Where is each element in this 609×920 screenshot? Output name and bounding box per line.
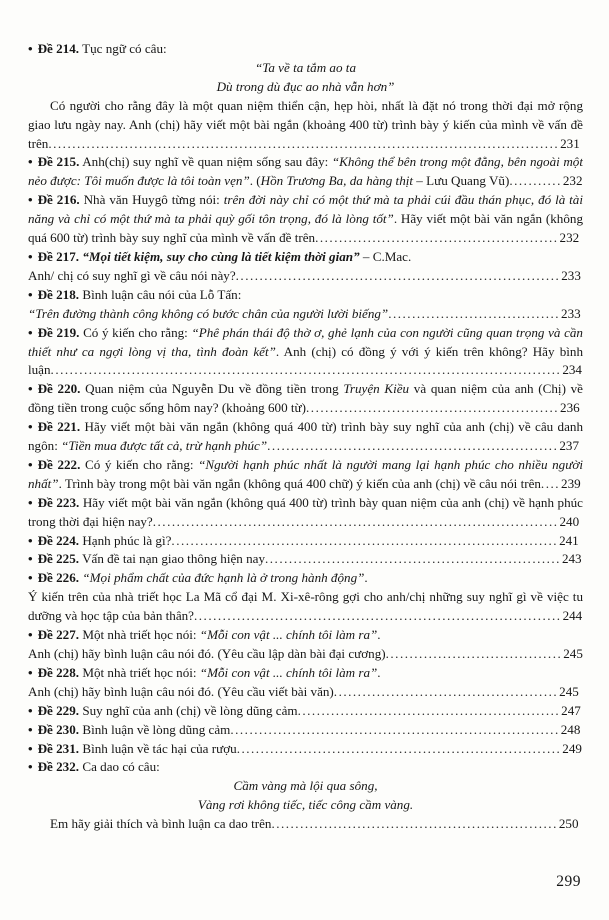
entry-text: Dù trong dù đục ao nhà vẫn hơn”: [216, 78, 395, 94]
toc-entry: [28, 324, 583, 381]
entry-text: Có người cho rằng đây là một quan niệm thiển cận, hẹp hòi, nhất là đặt nó trong thời đại mở rộng giao lưu ngày nay. Anh (chị) hãy viết một bài ngắn (khoảng 400 từ) trình bày ý kiến của mình về vấn đề trên: [28, 97, 583, 151]
dot-leader: ............................................................: [271, 816, 558, 832]
page-ref: 237: [559, 438, 579, 454]
toc-entry: [28, 418, 583, 456]
toc-entry: [28, 626, 583, 645]
entry-text: “Mỗi con vật ... chính tôi làm ra”: [199, 664, 378, 680]
toc-entry: [28, 248, 583, 267]
bullet-icon: •: [28, 702, 33, 718]
page-ref: 231: [560, 135, 580, 151]
entry-text: Truyện Kiều: [343, 381, 410, 397]
bullet-icon: •: [28, 324, 33, 340]
toc-entry: [28, 40, 583, 59]
page-ref: 240: [559, 513, 580, 529]
entry-label: Đề 228.: [37, 664, 80, 680]
bullet-icon: •: [28, 551, 33, 567]
page-ref: 234: [562, 362, 582, 378]
page-ref: 232: [559, 230, 580, 246]
entry-text: . Anh (chị) có đồng ý với ý kiến trên không? Hãy bình luận: [28, 343, 583, 378]
entry-text: – C.Mac.: [359, 248, 412, 264]
entry-text: Một nhà triết học nói:: [79, 627, 200, 643]
page-ref: 250: [558, 816, 579, 832]
dot-leader: ....................................: [388, 305, 561, 321]
toc-entry: [28, 78, 583, 97]
entry-label: Đề 216.: [37, 192, 80, 208]
page-ref: 248: [560, 721, 581, 737]
entry-text: . (: [249, 173, 261, 189]
toc-entry: [28, 97, 583, 154]
entry-text: “Phê phán thái độ thờ ơ, ghẻ lạnh của con người cũng quan trọng và cần thiết như ca ngợi lòng vị tha, tình đoàn kết”: [28, 324, 583, 359]
entry-text: Bình luận về tác hại của rượu: [79, 740, 237, 756]
dot-leader: ..............................................................: [265, 551, 561, 567]
toc-entry: [28, 777, 583, 796]
page-ref: 247: [561, 702, 581, 718]
bullet-icon: •: [28, 286, 33, 302]
entry-text: – Lưu Quang Vũ): [413, 173, 510, 189]
toc-entry: [28, 153, 583, 191]
entry-label: Đề 214.: [37, 41, 80, 56]
bullet-icon: •: [28, 664, 33, 680]
entry-text: Anh/ chị có suy nghĩ gì về câu nói này?: [28, 267, 236, 283]
entry-text: Anh (chị) hãy bình luận câu nói đó. (Yêu cầu lập dàn bài đại cương): [28, 646, 386, 661]
entry-label: Đề 232.: [37, 759, 80, 775]
page-ref: 249: [562, 740, 582, 756]
entry-label: Đề 218.: [37, 286, 80, 302]
entry-text: “Ta về ta tắm ao ta: [254, 59, 356, 75]
entry-text: .: [377, 627, 381, 643]
entry-text: Ca dao có câu:: [79, 759, 160, 775]
dot-leader: ...........: [509, 173, 562, 189]
entry-text: Anh(chị) suy nghĩ về quan niệm sống sau đây:: [79, 154, 332, 170]
entry-text: Anh (chị) hãy bình luận câu nói đó. (Yêu cầu viết bài văn): [28, 683, 334, 699]
entry-label: Đề 215.: [37, 154, 80, 170]
page-number: 299: [556, 873, 581, 891]
entry-text: .: [377, 664, 381, 680]
toc-entry: [28, 702, 583, 721]
dot-leader: ....: [540, 475, 561, 491]
page-ref: 233: [561, 267, 581, 283]
toc-entry: [28, 305, 583, 324]
bullet-icon: •: [28, 381, 33, 397]
bullet-icon: •: [28, 154, 33, 170]
toc-list: [28, 40, 583, 834]
dot-leader: .....................................................................................: [152, 513, 559, 529]
dot-leader: .....................................................................: [230, 721, 560, 737]
entry-text: Bình luận câu nói của Lỗ Tấn:: [79, 286, 242, 302]
toc-entry: [28, 645, 583, 664]
page-ref: 232: [562, 173, 583, 189]
toc-entry: [28, 796, 583, 815]
entry-label: Đề 223.: [37, 494, 80, 510]
entry-text: Ý kiến trên của nhà triết học La Mã cổ đại M. Xi-xê-rông gợi cho anh/chị những suy nghĩ gì về việc tu dưỡng và học tập của bản thân?: [28, 589, 583, 624]
page-ref: 245: [559, 683, 579, 699]
bullet-icon: •: [28, 721, 33, 737]
bullet-icon: •: [28, 627, 33, 643]
entry-text: Nhà văn Huygô từng nói:: [79, 192, 224, 208]
entry-text: và quan niệm của anh (Chị) về đồng tiền trong cuộc sống hôm nay? (khoảng 600 từ): [28, 381, 583, 416]
toc-entry: [28, 494, 583, 532]
entry-text: “Mỗi con vật ... chính tôi làm ra”: [199, 627, 378, 643]
dot-leader: .......................................................: [297, 702, 561, 718]
entry-text: Tục ngữ có câu:: [79, 41, 167, 56]
entry-label: Đề 224.: [37, 532, 80, 548]
entry-text: Hãy viết một bài văn ngắn (không quá 400 từ) trình bày suy nghĩ của anh (chị) về câu danh ngôn:: [28, 419, 583, 454]
toc-entry: [28, 815, 583, 834]
toc-entry: [28, 550, 583, 569]
entry-text: Hồn Trương Ba, da hàng thịt: [260, 173, 414, 189]
entry-label: Đề 227.: [37, 627, 80, 643]
bullet-icon: •: [28, 570, 33, 586]
entry-text: Có ý kiến cho rằng:: [79, 324, 192, 340]
entry-label: Đề 220.: [37, 381, 81, 397]
dot-leader: .................................................................................: [171, 532, 559, 548]
bullet-icon: •: [28, 494, 33, 510]
entry-label: Đề 219.: [37, 324, 80, 340]
page-ref: 236: [560, 400, 580, 416]
entry-text: Vấn đề tai nạn giao thông hiện nay: [79, 551, 265, 567]
entry-text: Một nhà triết học nói:: [79, 664, 200, 680]
dot-leader: ...........................................................................................................: [48, 135, 560, 151]
entry-text: “Mọi phẩm chất của đức hạnh là ở trong hành động”: [82, 570, 365, 586]
page-ref: 239: [561, 475, 581, 491]
bullet-icon: •: [28, 456, 33, 472]
toc-entry: [28, 59, 583, 78]
entry-label: Đề 231.: [37, 740, 80, 756]
bullet-icon: •: [28, 419, 33, 435]
toc-entry: [28, 380, 583, 418]
entry-text: . Hãy viết một bài văn ngắn (không quá 600 từ) trình bày suy nghĩ của mình về vấn đề trên: [28, 211, 583, 246]
entry-label: Đề 230.: [37, 721, 80, 737]
page-ref: 243: [561, 551, 582, 567]
entry-text: trên đời này chỉ có một thứ mà ta phải cúi đầu thán phục, đó là tài năng và chỉ có một thứ mà ta phải quỳ gối tôn trọng, đó là lòng tốt”: [28, 192, 583, 227]
toc-entry: [28, 191, 583, 248]
toc-entry: [28, 683, 583, 702]
dot-leader: ...................................................: [315, 230, 559, 246]
entry-text: . Trình bày trong một bài văn ngắn (không quá 400 chữ) ý kiến của anh (chị) về câu nói trên: [58, 475, 541, 491]
entry-text: Em hãy giải thích và bình luận ca dao trên: [50, 816, 272, 832]
bullet-icon: •: [28, 759, 33, 775]
toc-entry: [28, 267, 583, 286]
bullet-icon: •: [28, 248, 33, 264]
entry-text: .: [364, 570, 368, 586]
bullet-icon: •: [28, 41, 33, 56]
page-ref: 244: [562, 608, 583, 624]
entry-label: Đề 221.: [37, 419, 81, 435]
entry-text: “Không thể bên trong một đằng, bên ngoài một nẻo được: Tôi muốn được là tôi toàn vẹn”: [28, 154, 583, 189]
dot-leader: ....................................................................: [235, 267, 561, 283]
entry-text: Vàng rơi không tiếc, tiếc công cầm vàng.: [197, 797, 414, 813]
page-ref: 241: [559, 532, 579, 548]
entry-text: Bình luận về lòng dũng cảm: [79, 721, 231, 737]
dot-leader: .....................................: [385, 646, 563, 661]
toc-entry: [28, 588, 583, 626]
toc-entry: [28, 721, 583, 740]
entry-label: Đề 222.: [37, 456, 81, 472]
entry-label: Đề 217.: [37, 248, 80, 264]
bullet-icon: •: [28, 192, 33, 208]
entry-label: Đề 229.: [37, 702, 80, 718]
entry-text: Suy nghĩ của anh (chị) về lòng dũng cảm: [79, 702, 298, 718]
entry-label: Đề 226.: [37, 570, 80, 586]
bullet-icon: •: [28, 740, 33, 756]
entry-text: Hãy viết một bài văn ngắn (không quá 400 từ) trình bày quan niệm của anh (chị) về hạnh phúc trong thời đại hiện nay?: [28, 494, 583, 529]
entry-text: Có ý kiến cho rằng:: [80, 456, 199, 472]
toc-entry: [28, 532, 583, 551]
dot-leader: ...............................................: [333, 683, 559, 699]
toc-entry: [28, 456, 583, 494]
page-ref: 233: [561, 305, 581, 321]
bullet-icon: •: [28, 532, 33, 548]
dot-leader: ...........................................................................................................: [50, 362, 562, 378]
toc-entry: [28, 758, 583, 777]
entry-text: Hạnh phúc là gì?: [79, 532, 172, 548]
entry-text: “Trên đường thành công không có bước chân của người lười biếng”: [28, 305, 389, 321]
toc-entry: [28, 664, 583, 683]
toc-entry: [28, 569, 583, 588]
dot-leader: .............................................................................: [194, 608, 562, 624]
toc-entry: [28, 286, 583, 305]
entry-label: Đề 225.: [37, 551, 80, 567]
dot-leader: .....................................................: [306, 400, 560, 416]
entry-text: “Tiền mua được tất cả, trừ hạnh phúc”: [61, 438, 268, 454]
entry-text: Cầm vàng mà lội qua sông,: [233, 778, 378, 794]
entry-text: Quan niệm của Nguyễn Du về đồng tiền trong: [80, 381, 344, 397]
dot-leader: .............................................................: [267, 438, 559, 454]
dot-leader: ....................................................................: [236, 740, 562, 756]
entry-text: “Mọi tiết kiệm, suy cho cùng là tiết kiệm thời gian”: [82, 248, 360, 264]
toc-entry: [28, 740, 583, 759]
page-ref: 245: [563, 646, 583, 661]
entry-text: “Người hạnh phúc nhất là người mang lại hạnh phúc cho nhiều người nhất”: [28, 456, 583, 491]
